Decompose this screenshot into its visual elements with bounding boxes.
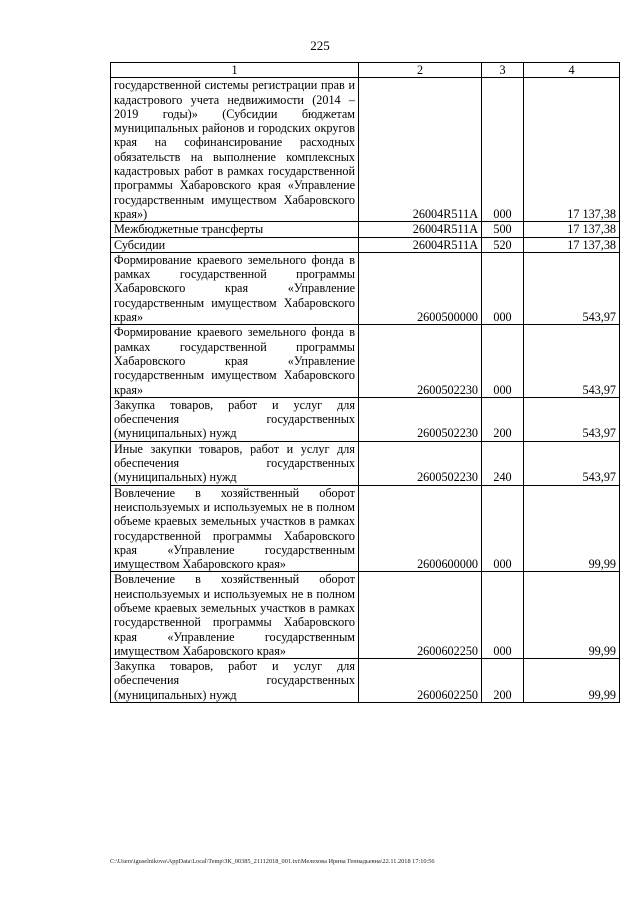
row-name: Иные закупки товаров, работ и услуг для обеспечения государственных (муниципальных) нужд [111, 441, 359, 485]
row-name: Закупка товаров, работ и услуг для обеспечения государственных (муниципальных) нужд [111, 659, 359, 703]
row-sum: 17 137,38 [524, 78, 620, 222]
header-col-code: 2 [359, 63, 482, 78]
row-name: Вовлечение в хозяйственный оборот неиспользуемых и используемых не в полном объеме краевых земельных участков в рамках государственной программы Хабаровского края «Управление государственным имуществом Хабаровского края» [111, 485, 359, 572]
row-type: 200 [482, 397, 524, 441]
row-sum: 543,97 [524, 397, 620, 441]
row-name: Вовлечение в хозяйственный оборот неиспользуемых и используемых не в полном объеме краевых земельных участков в рамках государственной программы Хабаровского края «Управление государственным имуществом Хабаровского края» [111, 572, 359, 659]
table-row [111, 485, 620, 572]
row-code: 2600500000 [359, 252, 482, 324]
row-type: 240 [482, 441, 524, 485]
row-type: 000 [482, 78, 524, 222]
row-type: 000 [482, 485, 524, 572]
page-number: 225 [310, 38, 330, 53]
row-sum: 99,99 [524, 485, 620, 572]
row-code: 2600602250 [359, 572, 482, 659]
budget-table [110, 62, 620, 703]
row-name: Межбюджетные трансферты [111, 222, 359, 237]
table-row [111, 237, 620, 252]
table-row [111, 325, 620, 397]
row-code: 2600502230 [359, 397, 482, 441]
header-col-name: 1 [111, 63, 359, 78]
row-type: 200 [482, 659, 524, 703]
row-type: 000 [482, 325, 524, 397]
row-type: 000 [482, 572, 524, 659]
row-type: 000 [482, 252, 524, 324]
table-row [111, 572, 620, 659]
row-code: 2600502230 [359, 325, 482, 397]
table-row [111, 659, 620, 703]
table-row [111, 441, 620, 485]
row-code: 2600602250 [359, 659, 482, 703]
row-name: Формирование краевого земельного фонда в рамках государственной программы Хабаровского края «Управление государственным имуществом Хабаровского края» [111, 325, 359, 397]
row-sum: 17 137,38 [524, 222, 620, 237]
row-name: Закупка товаров, работ и услуг для обеспечения государственных (муниципальных) нужд [111, 397, 359, 441]
row-code: 2600502230 [359, 441, 482, 485]
row-code: 26004R511A [359, 78, 482, 222]
row-name: Субсидии [111, 237, 359, 252]
table-row [111, 78, 620, 222]
row-sum: 17 137,38 [524, 237, 620, 252]
table-header-row [111, 63, 620, 78]
file-path-footer: C:\Users\iguselnikova\AppData\Local\Temp\ЗК_00385_21112018_001.txt\Мелехова Ирина Геннадьевна\22.11.2018 17:10:56 [110, 858, 435, 865]
row-sum: 543,97 [524, 252, 620, 324]
row-code: 26004R511A [359, 237, 482, 252]
table-row [111, 252, 620, 324]
row-name: Формирование краевого земельного фонда в рамках государственной программы Хабаровского края «Управление государственным имуществом Хабаровского края» [111, 252, 359, 324]
row-code: 2600600000 [359, 485, 482, 572]
row-sum: 99,99 [524, 572, 620, 659]
header-col-sum: 4 [524, 63, 620, 78]
row-code: 26004R511A [359, 222, 482, 237]
table-row [111, 397, 620, 441]
row-type: 500 [482, 222, 524, 237]
table-row [111, 222, 620, 237]
row-sum: 543,97 [524, 325, 620, 397]
row-name: государственной системы регистрации прав и кадастрового учета недвижимости (2014 – 2019 годы)» (Субсидии бюджетам муниципальных районов и городских округов края на софинансирование расходных обязательств на выполнение комплексных кадастровых работ в рамках государственной программы Хабаровского края «Управление государственным имуществом Хабаровского края») [111, 78, 359, 222]
header-col-type: 3 [482, 63, 524, 78]
row-sum: 543,97 [524, 441, 620, 485]
row-sum: 99,99 [524, 659, 620, 703]
row-type: 520 [482, 237, 524, 252]
